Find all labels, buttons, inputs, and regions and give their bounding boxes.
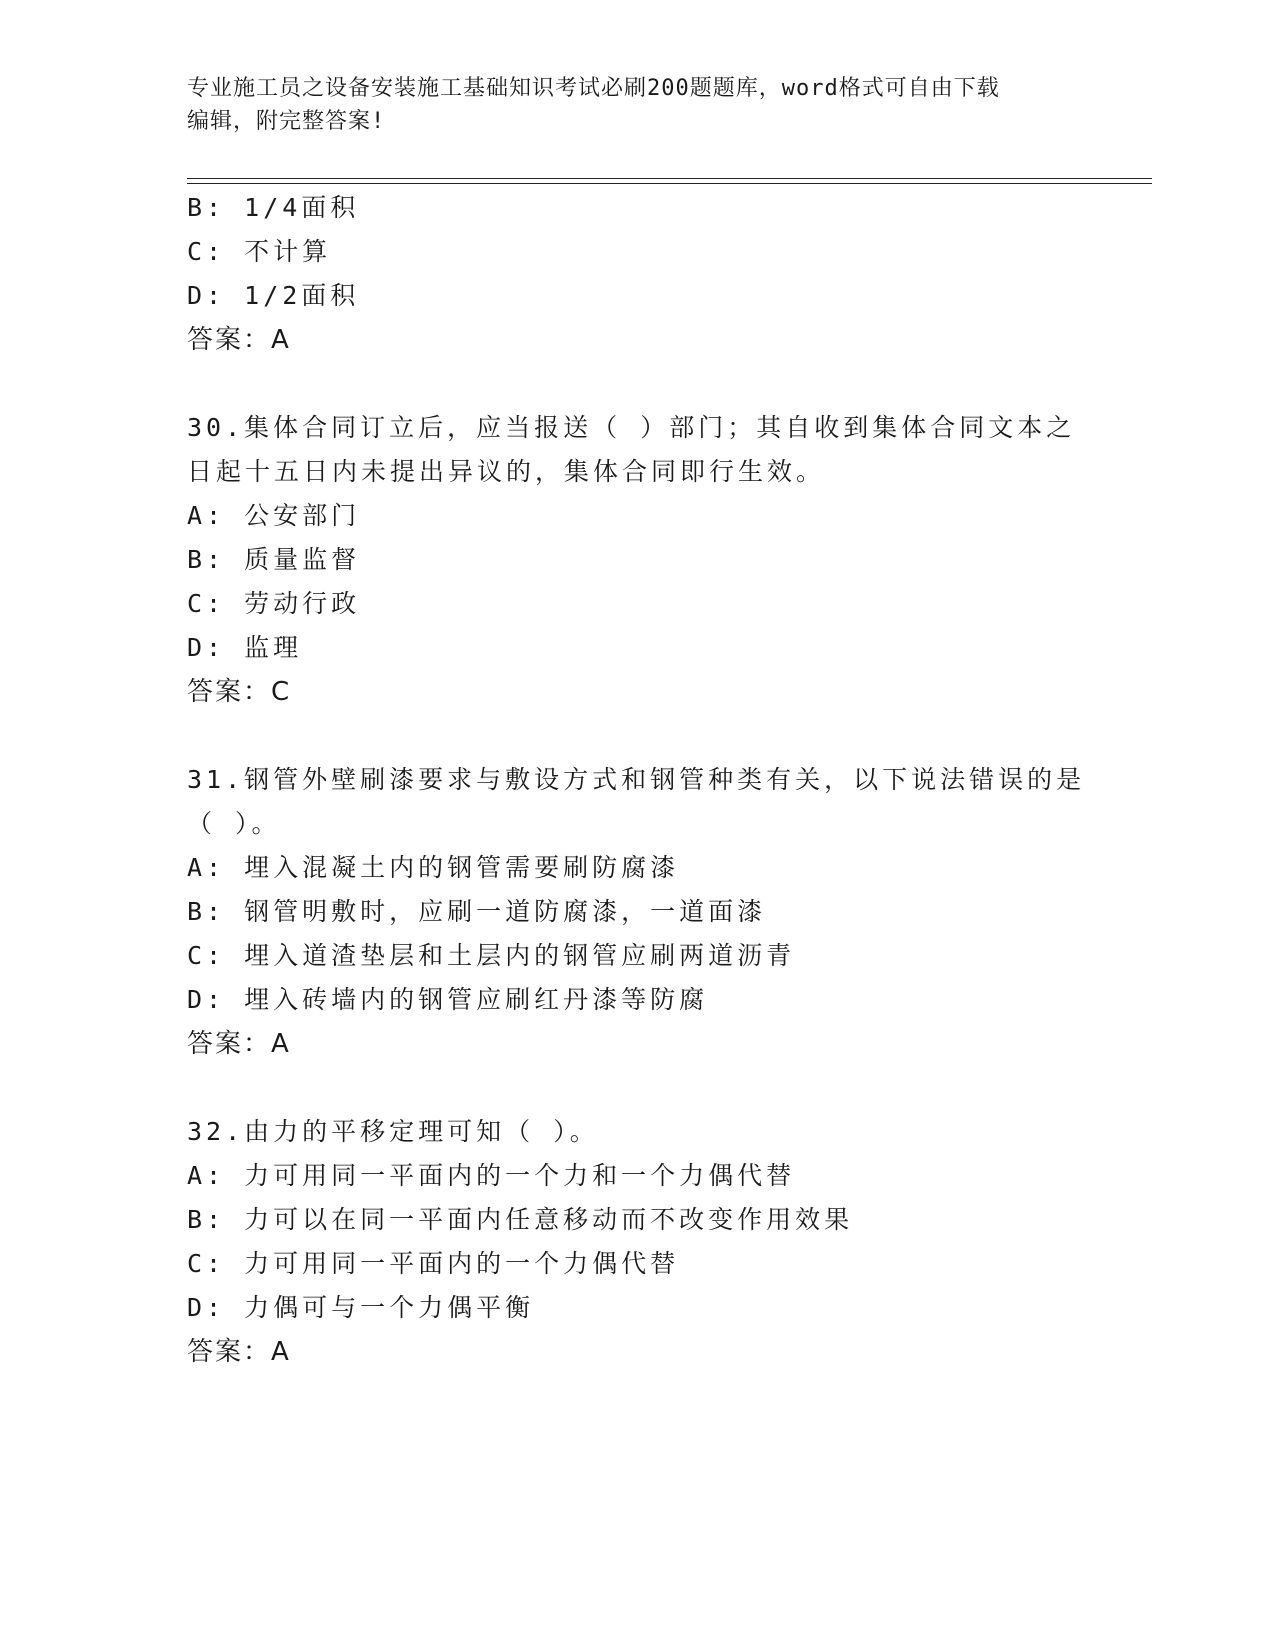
header-line-2: 编辑，附完整答案! — [187, 109, 386, 134]
q31-option-a: A: 埋入混凝土内的钢管需要刷防腐漆 — [187, 853, 680, 882]
q32-stem-line-1: 32.由力的平移定理可知（ ）。 — [187, 1117, 599, 1146]
q31-option-d: D: 埋入砖墙内的钢管应刷红丹漆等防腐 — [187, 985, 709, 1014]
q30-option-a: A: 公安部门 — [187, 501, 361, 530]
q32-answer: 答案：A — [187, 1337, 291, 1367]
document-header — [187, 72, 1067, 138]
q29-option-d: D: 1/2面积 — [187, 281, 360, 310]
q32-option-a: A: 力可用同一平面内的一个力和一个力偶代替 — [187, 1161, 796, 1190]
q30-answer: 答案：C — [187, 677, 292, 707]
q29-option-b: B: 1/4面积 — [187, 193, 360, 222]
q30-option-b: B: 质量监督 — [187, 545, 361, 574]
q30-option-c: C: 劳动行政 — [187, 589, 361, 618]
q30-stem-line-2: 日起十五日内未提出异议的，集体合同即行生效。 — [187, 457, 826, 486]
q31-option-b: B: 钢管明敷时，应刷一道防腐漆，一道面漆 — [187, 897, 767, 926]
q32-option-d: D: 力偶可与一个力偶平衡 — [187, 1293, 535, 1322]
header-line-1: 专业施工员之设备安装施工基础知识考试必刷200题题库，word格式可自由下载 — [187, 76, 1000, 101]
q31-option-c: C: 埋入道渣垫层和土层内的钢管应刷两道沥青 — [187, 941, 796, 970]
q30-option-d: D: 监理 — [187, 633, 303, 662]
q30-stem-line-1: 30.集体合同订立后，应当报送（ ）部门；其自收到集体合同文本之 — [187, 413, 1076, 442]
q31-stem-line-2: （ ）。 — [187, 809, 281, 838]
header-divider-top — [187, 178, 1152, 179]
q29-answer: 答案：A — [187, 325, 291, 355]
q32-option-c: C: 力可用同一平面内的一个力偶代替 — [187, 1249, 680, 1278]
q31-stem-line-1: 31.钢管外壁刷漆要求与敷设方式和钢管种类有关，以下说法错误的是 — [187, 765, 1086, 794]
header-divider-bottom — [187, 183, 1152, 184]
q31-answer: 答案：A — [187, 1029, 291, 1059]
q32-option-b: B: 力可以在同一平面内任意移动而不改变作用效果 — [187, 1205, 854, 1234]
q29-option-c: C: 不计算 — [187, 237, 332, 266]
